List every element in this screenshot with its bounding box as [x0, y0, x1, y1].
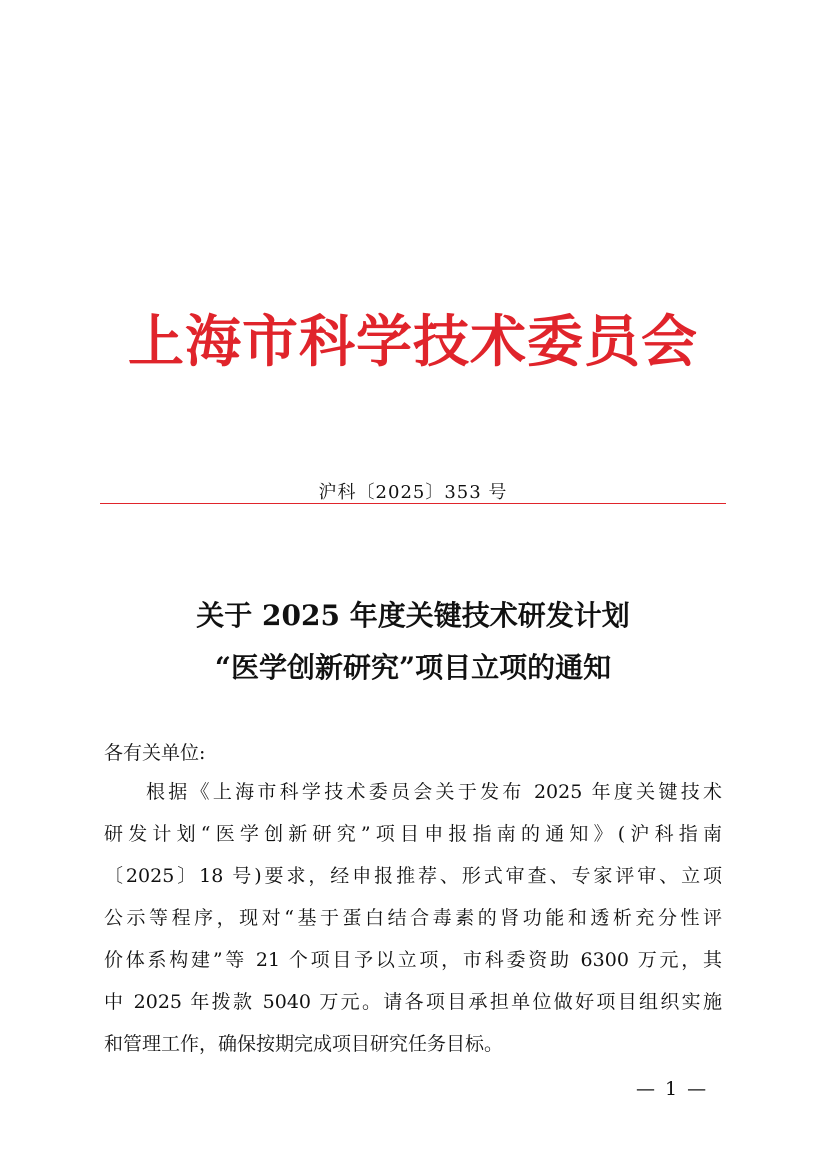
body-paragraph-line: 公示等程序，现对“基于蛋白结合毒素的肾功能和透析充分性评	[104, 907, 722, 929]
agency-name-header: 上海市科学技术委员会	[128, 309, 698, 375]
page-number: — 1 —	[636, 1078, 709, 1100]
body-paragraph-line: 和管理工作，确保按期完成项目研究任务目标。	[104, 1033, 504, 1055]
body-paragraph-line: 根据《上海市科学技术委员会关于发布 2025 年度关键技术	[146, 781, 722, 803]
document-title-line-1: 关于 2025 年度关键技术研发计划	[196, 599, 630, 632]
document-number: 沪科〔2025〕353 号	[318, 482, 508, 503]
salutation: 各有关单位:	[104, 742, 206, 764]
body-paragraph-line: 〔2025〕18 号)要求，经申报推荐、形式审查、专家评审、立项	[104, 865, 722, 887]
body-paragraph-line: 研发计划“医学创新研究”项目申报指南的通知》(沪科指南	[104, 823, 722, 845]
document-title-line-2: “医学创新研究”项目立项的通知	[214, 651, 612, 684]
red-separator-line	[100, 503, 726, 504]
body-paragraph-line: 中 2025 年拨款 5040 万元。请各项目承担单位做好项目组织实施	[104, 991, 722, 1013]
body-paragraph-line: 价体系构建”等 21 个项目予以立项，市科委资助 6300 万元，其	[104, 949, 722, 971]
